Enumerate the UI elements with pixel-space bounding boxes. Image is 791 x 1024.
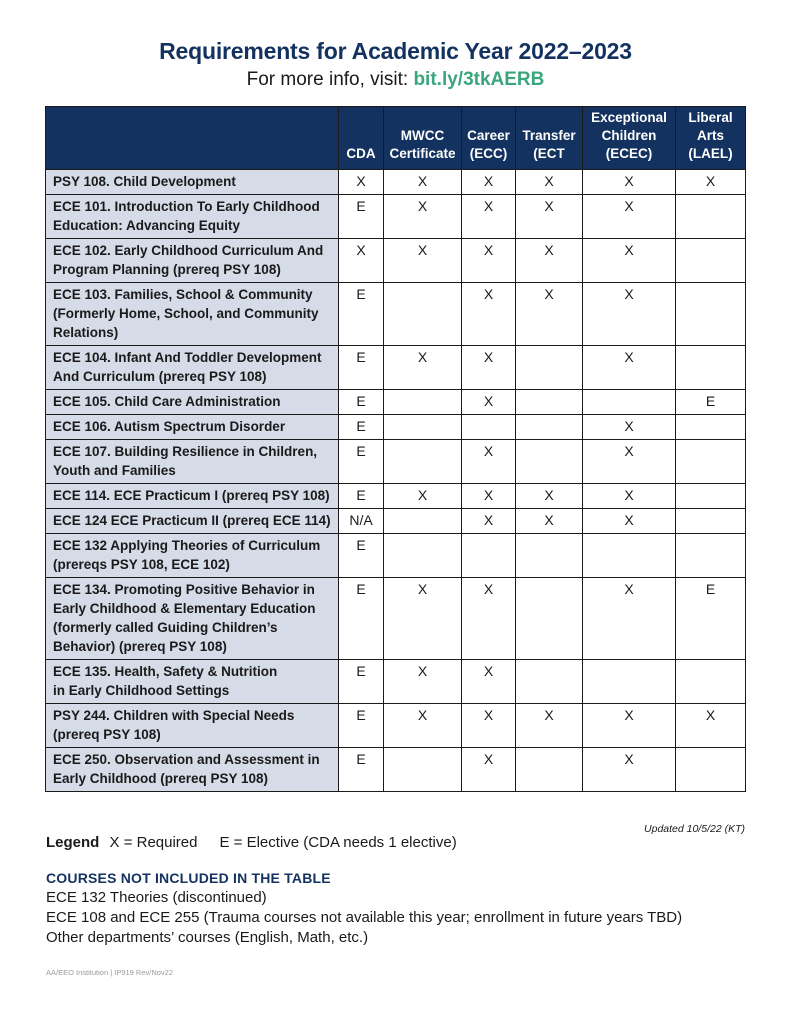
requirement-mark-cell bbox=[676, 415, 746, 440]
requirement-mark-cell bbox=[676, 346, 746, 390]
course-cell bbox=[46, 704, 339, 748]
requirement-mark-cell bbox=[516, 390, 583, 415]
table-row bbox=[46, 283, 746, 346]
legend-elective: E = Elective (CDA needs 1 elective) bbox=[219, 834, 457, 851]
requirement-mark-cell bbox=[384, 748, 462, 792]
requirement-mark-cell bbox=[384, 440, 462, 484]
course-name-line: Youth and Families bbox=[53, 463, 176, 478]
col-header-transfer: Transfer (ECT bbox=[516, 107, 583, 170]
course-cell bbox=[46, 534, 339, 578]
not-included-heading: COURSES NOT INCLUDED IN THE TABLE bbox=[46, 870, 331, 886]
requirement-mark-cell bbox=[676, 748, 746, 792]
requirement-mark-cell: X bbox=[462, 239, 516, 283]
requirement-mark-cell: X bbox=[462, 440, 516, 484]
table-row bbox=[46, 415, 746, 440]
course-name-line: (prereq PSY 108) bbox=[53, 727, 161, 742]
requirement-mark-cell: X bbox=[516, 239, 583, 283]
requirement-mark-cell: X bbox=[384, 660, 462, 704]
not-included-item: ECE 132 Theories (discontinued) bbox=[46, 889, 267, 906]
course-name-line: ECE 105. Child Care Administration bbox=[53, 394, 281, 409]
requirement-mark-cell bbox=[516, 534, 583, 578]
course-name-line: Education: Advancing Equity bbox=[53, 218, 241, 233]
table-row bbox=[46, 748, 746, 792]
not-included-item: ECE 108 and ECE 255 (Trauma courses not available this year; enrollment in future years TBD) bbox=[46, 909, 683, 926]
requirement-mark-cell: X bbox=[516, 484, 583, 509]
course-cell bbox=[46, 440, 339, 484]
page-title: Requirements for Academic Year 2022–2023 bbox=[159, 38, 632, 64]
requirement-mark-cell bbox=[384, 415, 462, 440]
requirement-mark-cell: E bbox=[339, 346, 384, 390]
requirement-mark-cell: E bbox=[339, 390, 384, 415]
course-cell bbox=[46, 578, 339, 660]
requirement-mark-cell: X bbox=[384, 346, 462, 390]
requirement-mark-cell: E bbox=[339, 195, 384, 239]
requirement-mark-cell: X bbox=[583, 170, 676, 195]
course-cell bbox=[46, 748, 339, 792]
table-body bbox=[46, 170, 746, 792]
info-link[interactable]: bit.ly/3tkAERB bbox=[413, 69, 545, 90]
course-name-line: Behavior) (prereq PSY 108) bbox=[53, 639, 227, 654]
header-corner-cell bbox=[46, 107, 339, 170]
table-row bbox=[46, 346, 746, 390]
not-included-list bbox=[46, 888, 682, 948]
requirement-mark-cell: X bbox=[516, 704, 583, 748]
course-name-line: in Early Childhood Settings bbox=[53, 683, 230, 698]
requirement-mark-cell: X bbox=[339, 170, 384, 195]
requirement-mark-cell: X bbox=[384, 195, 462, 239]
requirement-mark-cell: X bbox=[462, 390, 516, 415]
requirement-mark-cell: E bbox=[339, 660, 384, 704]
requirement-mark-cell bbox=[384, 390, 462, 415]
course-cell bbox=[46, 195, 339, 239]
requirement-mark-cell: X bbox=[384, 704, 462, 748]
header-row bbox=[46, 107, 746, 170]
requirement-mark-cell bbox=[462, 415, 516, 440]
requirement-mark-cell: X bbox=[516, 170, 583, 195]
requirement-mark-cell: X bbox=[384, 239, 462, 283]
course-name-line: ECE 250. Observation and Assessment in bbox=[53, 752, 320, 767]
requirement-mark-cell bbox=[676, 283, 746, 346]
course-cell bbox=[46, 390, 339, 415]
requirement-mark-cell bbox=[583, 390, 676, 415]
course-name-line: ECE 124 ECE Practicum II (prereq ECE 114) bbox=[53, 513, 331, 528]
requirement-mark-cell: X bbox=[583, 578, 676, 660]
course-cell bbox=[46, 170, 339, 195]
requirement-mark-cell: E bbox=[339, 415, 384, 440]
course-cell bbox=[46, 283, 339, 346]
requirement-mark-cell: X bbox=[462, 283, 516, 346]
col-header-exceptional: Exceptional Children (ECEC) bbox=[583, 107, 676, 170]
course-name-line: ECE 107. Building Resilience in Children, bbox=[53, 444, 318, 459]
requirement-mark-cell: E bbox=[339, 283, 384, 346]
requirement-mark-cell: E bbox=[676, 578, 746, 660]
col-header-liberal-arts: Liberal Arts (LAEL) bbox=[676, 107, 746, 170]
requirement-mark-cell: X bbox=[583, 509, 676, 534]
requirement-mark-cell: X bbox=[462, 195, 516, 239]
requirement-mark-cell: X bbox=[583, 283, 676, 346]
requirement-mark-cell: X bbox=[384, 170, 462, 195]
course-name-line: PSY 244. Children with Special Needs bbox=[53, 708, 295, 723]
course-name-line: ECE 104. Infant And Toddler Development bbox=[53, 350, 322, 365]
requirement-mark-cell: E bbox=[339, 484, 384, 509]
course-cell bbox=[46, 509, 339, 534]
course-name-line: ECE 102. Early Childhood Curriculum And bbox=[53, 243, 324, 258]
requirement-mark-cell: X bbox=[676, 170, 746, 195]
table-row bbox=[46, 440, 746, 484]
course-name-line: ECE 114. ECE Practicum I (prereq PSY 108) bbox=[53, 488, 330, 503]
requirement-mark-cell bbox=[676, 509, 746, 534]
footer-note: AA/EEO Institution | IP919 Rev/Nov22 bbox=[46, 968, 174, 977]
table-row bbox=[46, 578, 746, 660]
course-name-line: Program Planning (prereq PSY 108) bbox=[53, 262, 281, 277]
course-cell bbox=[46, 484, 339, 509]
course-cell bbox=[46, 415, 339, 440]
course-cell bbox=[46, 346, 339, 390]
course-name-line: ECE 106. Autism Spectrum Disorder bbox=[53, 419, 286, 434]
requirement-mark-cell: N/A bbox=[339, 509, 384, 534]
course-name-line: And Curriculum (prereq PSY 108) bbox=[53, 369, 267, 384]
course-name-line: Relations) bbox=[53, 325, 119, 340]
requirement-mark-cell: X bbox=[583, 704, 676, 748]
requirement-mark-cell bbox=[516, 415, 583, 440]
course-name-line: Early Childhood & Elementary Education bbox=[53, 601, 316, 616]
table-row bbox=[46, 660, 746, 704]
course-name-line: ECE 101. Introduction To Early Childhood bbox=[53, 199, 320, 214]
page-subtitle bbox=[0, 69, 791, 91]
col-header-cda: CDA bbox=[339, 107, 384, 170]
requirement-mark-cell: X bbox=[384, 578, 462, 660]
requirement-mark-cell bbox=[384, 283, 462, 346]
requirement-mark-cell bbox=[516, 346, 583, 390]
requirement-mark-cell bbox=[462, 534, 516, 578]
requirement-mark-cell bbox=[676, 195, 746, 239]
requirement-mark-cell bbox=[583, 660, 676, 704]
legend-label: Legend bbox=[46, 834, 100, 851]
not-included-item: Other departments’ courses (English, Math, etc.) bbox=[46, 929, 369, 946]
requirement-mark-cell: X bbox=[462, 484, 516, 509]
requirement-mark-cell bbox=[676, 534, 746, 578]
course-name-line: (prereqs PSY 108, ECE 102) bbox=[53, 557, 230, 572]
requirement-mark-cell bbox=[516, 578, 583, 660]
course-name-line: ECE 103. Families, School & Community bbox=[53, 287, 313, 302]
requirement-mark-cell: X bbox=[339, 239, 384, 283]
requirement-mark-cell: X bbox=[676, 704, 746, 748]
table-row bbox=[46, 390, 746, 415]
requirement-mark-cell: X bbox=[462, 170, 516, 195]
legend-required: X = Required bbox=[109, 834, 198, 851]
requirement-mark-cell: X bbox=[516, 195, 583, 239]
course-name-line: ECE 132 Applying Theories of Curriculum bbox=[53, 538, 321, 553]
requirement-mark-cell: X bbox=[516, 509, 583, 534]
col-header-career: Career (ECC) bbox=[462, 107, 516, 170]
course-name-line: ECE 135. Health, Safety & Nutrition bbox=[53, 664, 278, 679]
requirement-mark-cell: X bbox=[462, 509, 516, 534]
requirement-mark-cell bbox=[676, 484, 746, 509]
requirement-mark-cell: X bbox=[384, 484, 462, 509]
requirement-mark-cell: X bbox=[583, 415, 676, 440]
subtitle-prefix: For more info, visit: bbox=[246, 69, 414, 90]
requirement-mark-cell bbox=[384, 534, 462, 578]
table-row bbox=[46, 195, 746, 239]
requirement-mark-cell bbox=[384, 509, 462, 534]
requirement-mark-cell: X bbox=[462, 578, 516, 660]
table-row bbox=[46, 704, 746, 748]
course-name-line: (Formerly Home, School, and Community bbox=[53, 306, 319, 321]
requirement-mark-cell: X bbox=[462, 704, 516, 748]
updated-note: Updated 10/5/22 (KT) bbox=[644, 823, 745, 835]
requirement-mark-cell: X bbox=[462, 660, 516, 704]
table-row bbox=[46, 534, 746, 578]
requirements-table bbox=[45, 106, 746, 792]
requirement-mark-cell: E bbox=[339, 440, 384, 484]
requirement-mark-cell: E bbox=[676, 390, 746, 415]
requirement-mark-cell: X bbox=[583, 239, 676, 283]
table-row bbox=[46, 509, 746, 534]
requirement-mark-cell bbox=[516, 440, 583, 484]
requirement-mark-cell: X bbox=[583, 440, 676, 484]
requirement-mark-cell: X bbox=[583, 346, 676, 390]
requirement-mark-cell: X bbox=[583, 484, 676, 509]
course-name-line: PSY 108. Child Development bbox=[53, 174, 236, 189]
course-cell bbox=[46, 660, 339, 704]
table-row bbox=[46, 170, 746, 195]
requirement-mark-cell bbox=[676, 440, 746, 484]
table-row bbox=[46, 484, 746, 509]
requirement-mark-cell: E bbox=[339, 748, 384, 792]
requirement-mark-cell: X bbox=[462, 346, 516, 390]
requirement-mark-cell bbox=[583, 534, 676, 578]
requirement-mark-cell bbox=[676, 239, 746, 283]
table-row bbox=[46, 239, 746, 283]
requirement-mark-cell: X bbox=[583, 748, 676, 792]
requirement-mark-cell: E bbox=[339, 578, 384, 660]
requirement-mark-cell: X bbox=[583, 195, 676, 239]
requirement-mark-cell: X bbox=[516, 283, 583, 346]
requirement-mark-cell bbox=[516, 660, 583, 704]
course-name-line: Early Childhood (prereq PSY 108) bbox=[53, 771, 269, 786]
course-cell bbox=[46, 239, 339, 283]
requirement-mark-cell: X bbox=[462, 748, 516, 792]
requirement-mark-cell bbox=[516, 748, 583, 792]
requirement-mark-cell: E bbox=[339, 534, 384, 578]
course-name-line: (formerly called Guiding Children’s bbox=[53, 620, 278, 635]
course-name-line: ECE 134. Promoting Positive Behavior in bbox=[53, 582, 315, 597]
requirement-mark-cell: E bbox=[339, 704, 384, 748]
legend bbox=[46, 834, 457, 851]
col-header-mwcc: MWCC Certificate bbox=[384, 107, 462, 170]
requirement-mark-cell bbox=[676, 660, 746, 704]
